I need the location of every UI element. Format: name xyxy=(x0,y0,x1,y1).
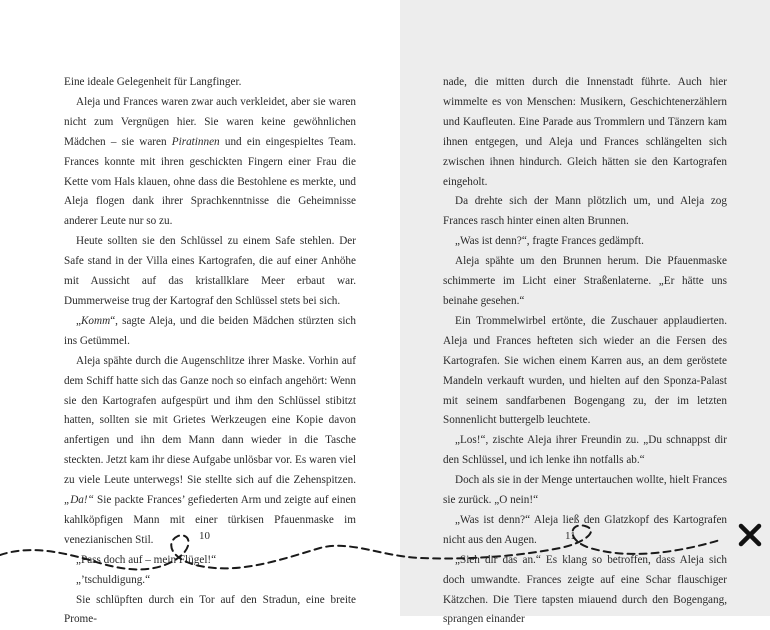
paragraph: Da drehte sich der Mann plötzlich um, und Aleja zog Frances rasch hinter einen alten Brunnen. xyxy=(443,195,727,228)
paragraph: „Was ist denn?“ Aleja ließ den Glatzkopf des Kartografen nicht aus den Augen. xyxy=(443,513,727,546)
paragraph: Heute sollten sie den Schlüssel zu einem Safe stehlen. Der Safe stand in der Villa eines Kartografen, die auf einer Anhöhe mit Aussicht auf das kristallklare Meer erbaut war. Dummerweise trug der Kartograf den Schlüssel stets bei sich. xyxy=(64,235,356,307)
paragraph: „Was ist denn?“, fragte Frances gedämpft. xyxy=(455,235,644,248)
dashed-trail-path xyxy=(0,525,720,569)
paragraph: Aleja spähte durch die Augenschlitze ihrer Maske. Vorhin auf dem Schiff hatte sich das Ganze noch so einfach angehört: Wenn sie den Kartografen aufgespürt und ihm den Schlüssel stibitzt hatten, sollten sie mit Grietes Werkzeugen eine Kopie davon anfertigen und ihn dem Mann dann wieder in die Tasche steckten. Jetzt kam ihr diese Aufgabe unlösbar vor. Es waren viel zu viele Leute unterwegs! Sie stellte sich auf die Zehenspitzen. „Da!“ Sie packte Frances’ gefiederten Arm und zeigte auf einen kahlköpfigen Mann mit einer türkisen Pfauenmaske im venezianischen Stil. xyxy=(64,354,356,546)
paragraph: Sie schlüpften durch ein Tor auf den Stradun, eine breite Prome- xyxy=(64,593,356,626)
paragraph: nade, die mitten durch die Innenstadt führte. Auch hier wimmelte es von Menschen: Musikern, Geschichtenerzählern und Kaufleuten. Eine Parade aus Trommlern und Tänzern kam ihnen entgegen, und Aleja und Frances schlängelten sich zwischen ihnen hindurch. Gleich hätten sie den Kartografen eingeholt. xyxy=(443,76,727,188)
paragraph: Aleja spähte um den Brunnen herum. Die Pfauenmaske schimmerte im Licht einer Straßenlaterne. „Er hätte uns beinahe gesehen.“ xyxy=(443,255,727,307)
paragraph-text: Aleja und Frances waren zwar auch verkleidet, aber sie waren nicht zum Vergnügen hier. Sie waren keine gewöhnlichen Mädchen – sie waren Piratinnen und ein eingespieltes Team. Frances konnte mit ihren geschickten Fingern einer Frau die Kette vom Hals klauen, ohne dass die Bestohlene es merkte, und Aleja flogen dank ihrer Sprachkenntnisse die Geheimnisse anderer Leute nur so zu. xyxy=(64,95,356,228)
paragraph: „Komm“, sagte Aleja, und die beiden Mädchen stürzten sich ins Getümmel. xyxy=(64,314,356,347)
paragraph: Ein Trommelwirbel ertönte, die Zuschauer applaudierten. Aleja und Frances hefteten sich wieder an die Fersen des Kartografen. Sie wichen einem Karren aus, an dem geröstete Mandeln verkauft wurden, und hielten auf den Sponza-Palast mit seinem sandfarbenen Bogengang zu, der im letzten Sonnenlicht buttergelb leuchtete. xyxy=(443,314,727,427)
page-number: 11 xyxy=(565,530,576,542)
page-number: 10 xyxy=(199,530,210,542)
paragraph: „’tschuldigung.“ xyxy=(76,573,151,586)
paragraph: „Sieh dir das an.“ Es klang so betroffen, dass Aleja sich doch umwandte. Frances zeigte auf eine Schar flauschiger Kätzchen. Die Tiere tapsten miauend durch den Bogengang, sprangen einander xyxy=(443,553,727,626)
paragraph: Doch als sie in der Menge untertauchen wollte, hielt Frances sie zurück. „O nein!“ xyxy=(443,474,727,507)
paragraph: Eine ideale Gelegenheit für Langfinger. xyxy=(64,76,242,88)
paragraph: „Pass doch auf – mein Flügel!“ xyxy=(76,553,217,566)
x-mark-icon xyxy=(741,526,759,544)
paragraph: „Los!“, zischte Aleja ihrer Freundin zu. „Du schnappst dir den Schlüssel, und ich lenke ihn notfalls ab.“ xyxy=(443,434,727,467)
